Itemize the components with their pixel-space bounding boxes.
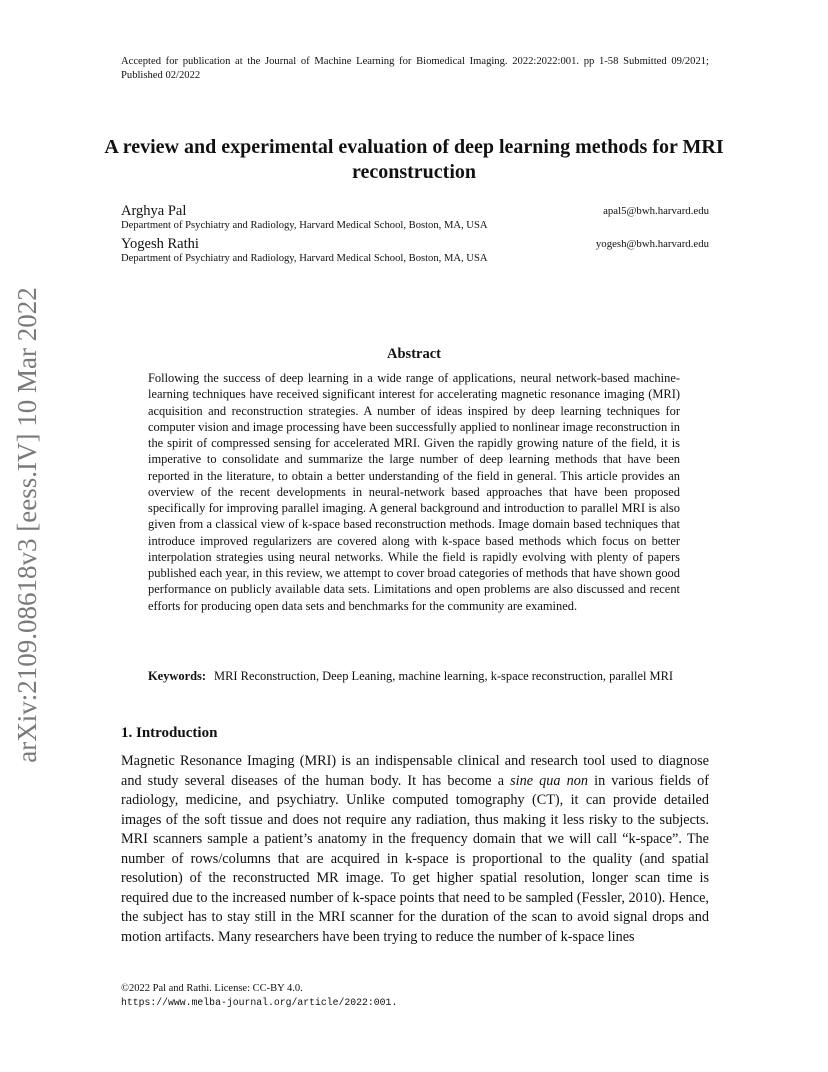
keywords: [148, 668, 680, 684]
author-email[interactable]: yogesh@bwh.harvard.edu: [595, 238, 709, 250]
license-line: ©2022 Pal and Rathi. License: CC-BY 4.0.: [121, 983, 303, 994]
author-email[interactable]: apal5@bwh.harvard.edu: [603, 205, 709, 217]
section-heading-introduction: 1. Introduction: [121, 725, 218, 741]
keywords-text: MRI Reconstruction, Deep Leaning, machine learning, k-space reconstruction, parallel MRI: [214, 669, 674, 683]
keywords-label: Keywords:: [148, 669, 207, 683]
publication-note: Accepted for publication at the Journal of Machine Learning for Biomedical Imaging. 2022:2022:001. pp 1-58 Submitted 09/2021; Published 02/2022: [121, 56, 709, 81]
abstract-text: Following the success of deep learning in a wide range of applications, neural network-based machine-learning techniques have received significant interest for accelerating magnetic resonance imaging (MRI) acquisition and reconstruction strategies. A number of ideas inspired by deep learning techniques for computer vision and image processing have been successfully applied to nonlinear image reconstruction in the spirit of compressed sensing for accelerated MRI. Given the rapidly growing nature of the field, it is imperative to consolidate and summarize the large number of deep learning methods that have been reported in the literature, to obtain a better understanding of the field in general. This article provides an overview of the recent developments in neural-network based approaches that have been proposed specifically for improving parallel imaging. A general background and introduction to parallel MRI is also given from a classical view of k-space based reconstruction methods. Image domain based techniques that introduce improved regularizers are covered along with k-space based methods which focus on better interpolation strategies using neural networks. While the field is rapidly evolving with plenty of papers published each year, in this review, we attempt to cover broad categories of methods that have shown good performance on publicly available data sets. Limitations and open problems are also discussed and recent efforts for producing open data sets and benchmarks for the community are examined.: [148, 371, 680, 613]
intro-text-part: Magnetic Resonance Imaging (MRI) is an indispensable clinical and research tool used to diagnose and study several diseases of the human body. It has become a: [121, 753, 709, 789]
intro-text-part: in various fields of radiology, medicine, and psychiatry. Unlike computed tomography (CT), it can provide detailed images of the soft tissue and does not require any radiation, thus making it less risky to the subjects. MRI scanners sample a patient’s anatomy in the frequency domain that we will call “k-space”. The number of rows/columns that are acquired in k-space is proportional to the quality (and spatial resolution) of the reconstructed MR image. To get higher spatial resolution, longer scan time is required due to the increased number of k-space points that need to be sampled (Fessler, 2010). Hence, the subject has to stay still in the MRI scanner for the duration of the scan to avoid signal drops and motion artifacts. Many researchers have been trying to reduce the number of k-space lines: [121, 772, 709, 945]
author-affiliation: Department of Psychiatry and Radiology, Harvard Medical School, Boston, MA, USA: [121, 253, 488, 264]
author-affiliation: Department of Psychiatry and Radiology, Harvard Medical School, Boston, MA, USA: [121, 220, 488, 231]
author-name: Arghya Pal: [121, 203, 187, 219]
article-url-link[interactable]: https://www.melba-journal.org/article/2022:001.: [121, 997, 398, 1008]
introduction-text: [121, 752, 709, 947]
arxiv-identifier[interactable]: arXiv:2109.08618v3 [eess.IV] 10 Mar 2022: [12, 287, 42, 763]
abstract-heading: Abstract: [387, 346, 441, 362]
author-name: Yogesh Rathi: [121, 236, 199, 252]
paper-title: A review and experimental evaluation of deep learning methods for MRI reconstruction: [104, 136, 724, 183]
footer: [121, 982, 709, 1010]
intro-italic-phrase: sine qua non: [510, 772, 589, 789]
